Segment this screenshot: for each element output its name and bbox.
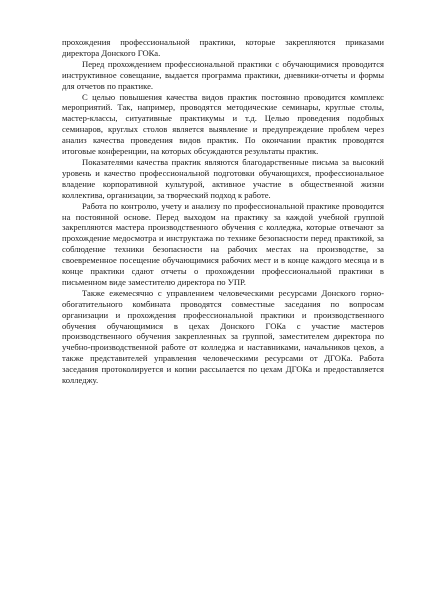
paragraph: С целью повышения качества видов практик постоянно проводится комплекс мероприятий. Так, например, проводятся методические семинары, круглые столы, мастер-классы, ситуативные практикумы и т.д. Целью проведения подобных семинаров, круглых столов является выявление и предупреждение проблем через анализ качества проведения видов практик. По окончании практик проводятся итоговые конференции, на которых обсуждаются результаты практик. xyxy=(62,91,384,157)
paragraph: Показателями качества практик являются благодарственные письма за высокий уровень и качество профессиональной подготовки обучающихся, профессиональное владение корпоративной культурой, активное участие в общественной жизни коллектива, организации, за творческий подход к работе. xyxy=(62,156,384,200)
paragraph: Также ежемесячно с управлением человеческими ресурсами Донского горно-обогатительного комбината проводятся совместные заседания по вопросам организации и прохождения профессиональной практики и производственного обучения обучающимися в цехах Донского ГОКа с участие мастеров производственного обучения закрепленных за группой, заместителем директора по учебно-производственной работе от колледжа и наставниками, начальников цехов, а также представителей управления человеческими ресурсами от ДГОКа. Работа заседания протоколируется и копии рассылается по цехам ДГОКа и предоставляется колледжу. xyxy=(62,287,384,386)
paragraph: Работа по контролю, учету и анализу по профессиональной практике проводится на постоянной основе. Перед выходом на практику за каждой учебной группой закрепляются мастера производственного обучения с колледжа, которые отвечают за прохождение медосмотра и инструктажа по технике безопасности перед практикой, за соблюдение техники безопасности на рабочих местах на производстве, за своевременное посещение обучающимися рабочих мест и в конце каждого месяца и в конце практики сдают отчеты о прохождении профессиональной практики в письменном виде заместителю директора по УПР. xyxy=(62,200,384,287)
paragraph: прохождения профессиональной практики, которые закрепляются приказами директора Донского ГОКа. xyxy=(62,37,384,58)
document-page xyxy=(62,37,384,386)
paragraph: Перед прохождением профессиональной практики с обучающимися проводится инструктивное совещание, выдается программа практики, дневники-отчеты и формы для отчетов по практике. xyxy=(62,58,384,91)
